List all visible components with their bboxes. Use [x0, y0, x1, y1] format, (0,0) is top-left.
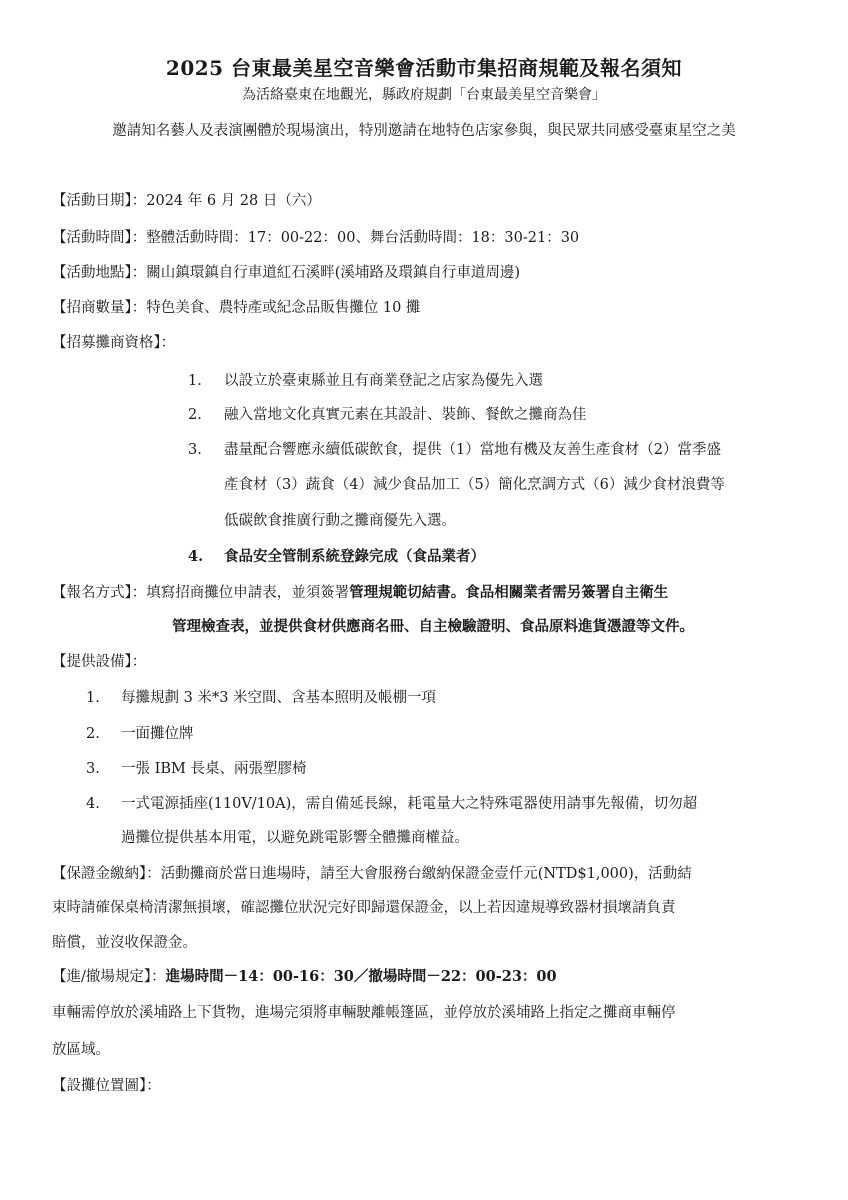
- qualification-number: 2.: [188, 407, 202, 423]
- equipment-item: 每攤規劃 3 米*3 米空間、含基本照明及帳棚一項: [121, 690, 437, 706]
- vendor-count: 【招商數量】：特色美食、農特產或紀念品販售攤位 10 攤: [52, 300, 421, 316]
- registration-bold-continued: 管理檢查表，並提供食材供應商名冊、自主檢驗證明、食品原料進貨憑證等文件。: [172, 618, 694, 635]
- equipment-number: 3.: [86, 761, 100, 777]
- deposit-line: 賠償，並沒收保證金。: [52, 935, 197, 951]
- event-location: 【活動地點】：關山鎮環鎮自行車道紅石溪畔(溪埔路及環鎮自行車道周邊): [52, 265, 521, 281]
- qualification-item-continued: 產食材（3）蔬食（4）減少食品加工（5）簡化烹調方式（6）減少食材浪費等: [224, 477, 725, 493]
- deposit-line: 【保證金繳納】：活動攤商於當日進場時，請至大會服務台繳納保證金壹仟元(NTD$1,000)，活動結: [52, 866, 692, 882]
- registration-bold-text: 管理規範切結書。食品相關業者需另簽署自主衛生: [349, 584, 669, 601]
- qualification-heading: 【招募攤商資格】：: [52, 335, 176, 351]
- qualification-number: 4.: [188, 548, 204, 565]
- registration-method: [52, 583, 668, 603]
- qualification-number: 3.: [188, 442, 202, 458]
- equipment-item-continued: 過攤位提供基本用電，以避免跳電影響全體攤商權益。: [121, 830, 469, 846]
- qualification-item-continued: 低碳飲食推廣行動之攤商優先入選。: [224, 513, 456, 529]
- qualification-item: 盡量配合響應永續低碳飲食，提供（1）當地有機及友善生產食材（2）當季盛: [224, 442, 721, 458]
- deposit-line: 束時請確保桌椅清潔無損壞，確認攤位狀況完好即歸還保證金，以上若因違規導致器材損壞請負責: [52, 900, 676, 916]
- setup-rules-times: 進場時間－14：00-16：30／撤場時間－22：00-23：00: [165, 968, 557, 985]
- document-title: 2025 台東最美星空音樂會活動市集招商規範及報名須知: [165, 56, 683, 80]
- equipment-heading: 【提供設備】：: [52, 654, 147, 670]
- qualification-item: 食品安全管制系統登錄完成（食品業者）: [224, 548, 485, 565]
- equipment-number: 1.: [86, 690, 100, 706]
- vehicle-line: 車輛需停放於溪埔路上下貨物，進場完須將車輛駛離帳篷區，並停放於溪埔路上指定之攤商車輛停: [52, 1005, 676, 1021]
- setup-rules-label: 【進/撤場規定】：: [52, 969, 166, 985]
- registration-label: 【報名方式】：填寫招商攤位申請表，並須簽署: [52, 585, 350, 601]
- equipment-item: 一式電源插座(110V/10A)，需自備延長線，耗電量大之特殊電器使用請事先報備，切勿超: [121, 796, 698, 812]
- qualification-number: 1.: [188, 373, 202, 389]
- qualification-item: 融入當地文化真實元素在其設計、裝飾、餐飲之攤商為佳: [224, 407, 587, 423]
- setup-rules: [52, 967, 557, 987]
- equipment-item: 一面攤位牌: [121, 726, 194, 742]
- equipment-item: 一張 IBM 長桌、兩張塑膠椅: [121, 761, 307, 777]
- map-heading: 【設攤位置圖】：: [52, 1078, 161, 1094]
- equipment-number: 4.: [86, 796, 100, 812]
- vehicle-line: 放區域。: [52, 1042, 110, 1058]
- qualification-item: 以設立於臺東縣並且有商業登記之店家為優先入選: [224, 373, 543, 389]
- document-subtitle: 為活絡臺東在地觀光，縣政府規劃「台東最美星空音樂會」: [242, 87, 606, 103]
- event-date: 【活動日期】：2024 年 6 月 28 日（六）: [52, 193, 321, 209]
- intro-text: 邀請知名藝人及表演團體於現場演出，特別邀請在地特色店家參與，與民眾共同感受臺東星空之美: [112, 123, 736, 139]
- event-time: 【活動時間】：整體活動時間：17：00-22：00、舞台活動時間：18：30-21：30: [52, 230, 580, 246]
- equipment-number: 2.: [86, 726, 100, 742]
